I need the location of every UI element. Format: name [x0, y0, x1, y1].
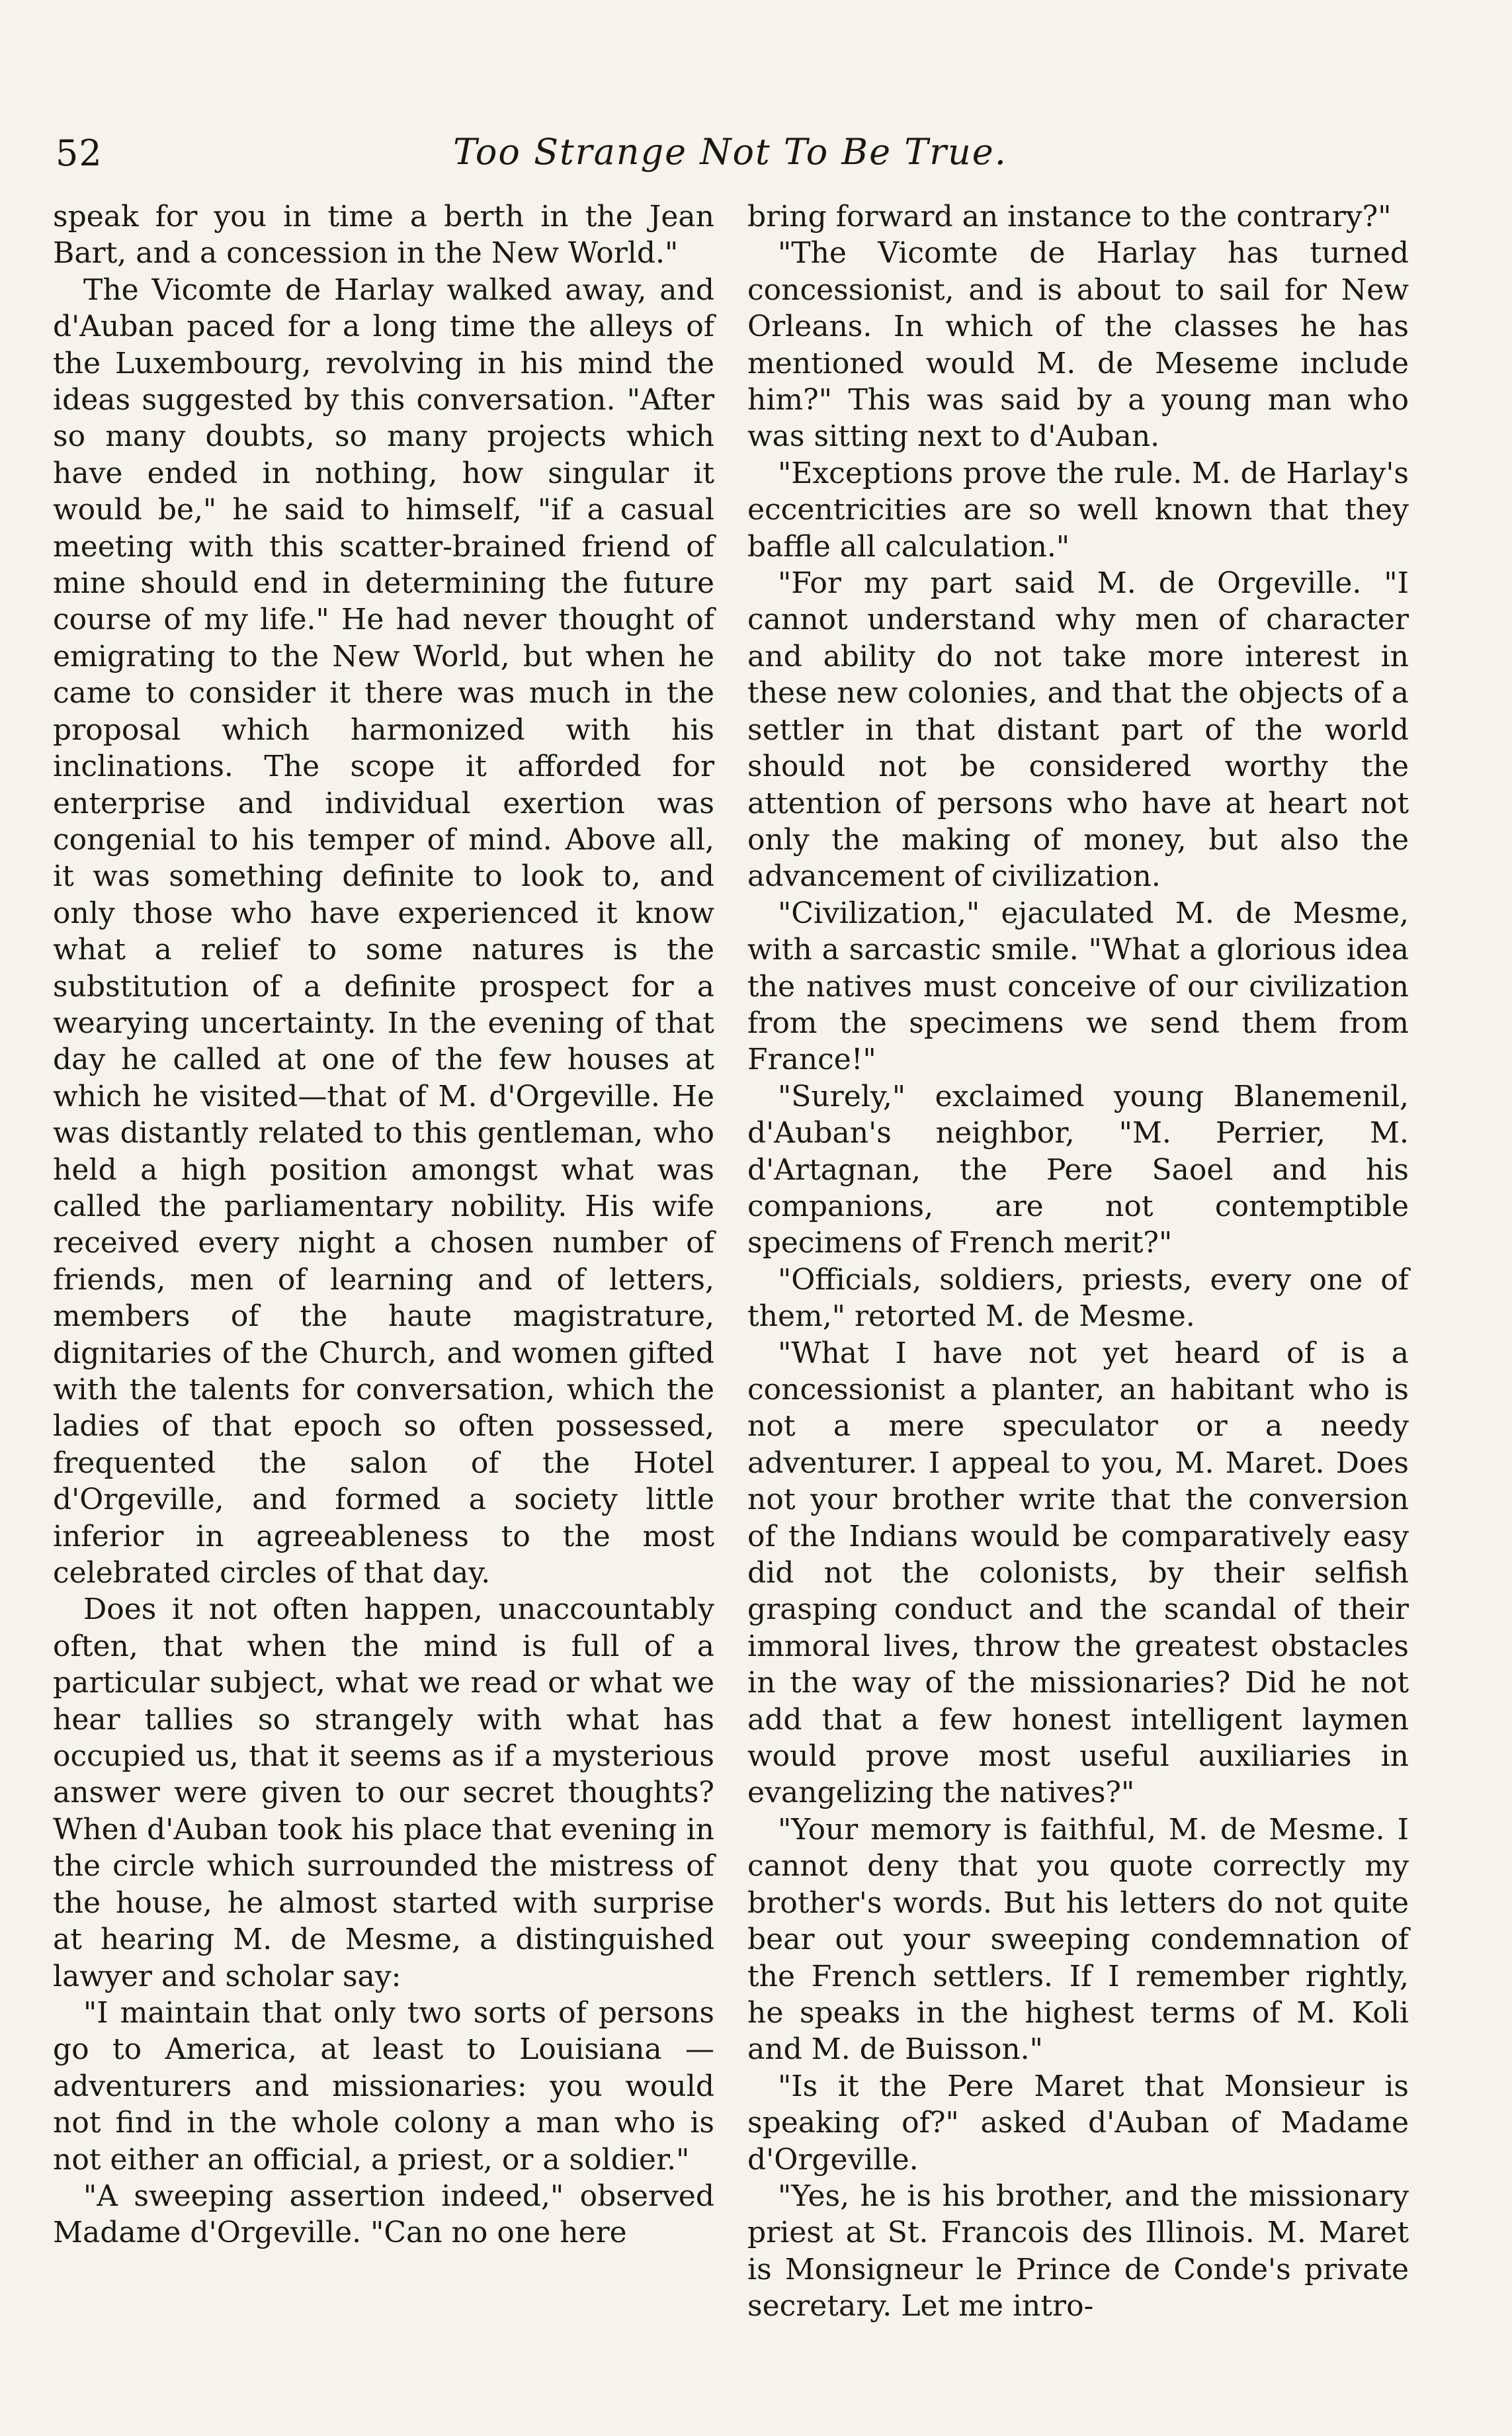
paragraph: "Civilization," ejaculated M. de Mesme, with a sarcastic smile. "What a glorious idea the natives must conceive of our civilization from the specimens we send them from France!"	[747, 896, 1409, 1077]
running-title: Too Strange Not To Be True.	[453, 131, 1007, 173]
paragraph: "Surely," exclaimed young Blanemenil, d'Auban's neighbor, "M. Perrier, M. d'Artagnan, the Pere Saoel and his companions, are not contemptible specimens of French merit?"	[747, 1079, 1409, 1260]
paragraph: "A sweeping assertion indeed," observed Madame d'Orgeville. "Can no one here	[53, 2179, 714, 2250]
paragraph: Does it not often happen, unaccountably often, that when the mind is full of a particular subject, what we read or what we hear tallies so strangely with what has occupied us, that it seems as if a mysterious answer were given to our secret thoughts? When d'Auban took his place that evening in the circle which surrounded the mistress of the house, he almost started with surprise at hearing M. de Mesme, a distinguished lawyer and scholar say:	[53, 1592, 714, 1993]
paragraph: "I maintain that only two sorts of persons go to America, at least to Louisiana —adventurers and missionaries: you would not find in the whole colony a man who is not either an official, a priest, or a soldier."	[53, 1995, 714, 2177]
paragraph: "Officials, soldiers, priests, every one of them," retorted M. de Mesme.	[747, 1262, 1409, 1334]
paragraph: speak for you in time a berth in the Jean Bart, and a concession in the New World."	[53, 200, 714, 271]
paragraph: "Is it the Pere Maret that Monsieur is speaking of?" asked d'Auban of Madame d'Orgeville.	[747, 2069, 1409, 2177]
right-column	[747, 198, 1409, 2325]
paragraph: "What I have not yet heard of is a concessionist a planter, an habitant who is not a mere speculator or a needy adventurer. I appeal to you, M. Maret. Does not your brother write that the conversion of the Indians would be comparatively easy did not the colonists, by their selfish grasping conduct and the scandal of their immoral lives, throw the greatest obstacles in the way of the missionaries? Did he not add that a few honest intelligent laymen would prove most useful auxiliaries in evangelizing the natives?"	[747, 1336, 1409, 1810]
paragraph: "Exceptions prove the rule. M. de Harlay's eccentricities are so well known that they baffle all calculation."	[747, 456, 1409, 564]
paragraph: "The Vicomte de Harlay has turned concessionist, and is about to sail for New Orleans. In which of the classes he has mentioned would M. de Meseme include him?" This was said by a young man who was sitting next to d'Auban.	[747, 236, 1409, 454]
paragraph: bring forward an instance to the contrary?"	[747, 200, 1392, 234]
paragraph: "For my part said M. de Orgeville. "I cannot understand why men of character and ability do not take more interest in these new colonies, and that the objects of a settler in that distant part of the world should not be considered worthy the attention of persons who have at heart not only the making of money, but also the advancement of civilization.	[747, 566, 1409, 894]
paragraph: "Your memory is faithful, M. de Mesme. I cannot deny that you quote correctly my brother's words. But his letters do not quite bear out your sweeping condemnation of the French settlers. If I remember rightly, he speaks in the highest terms of M. Koli and M. de Buisson."	[747, 1812, 1409, 2067]
left-column	[53, 198, 714, 2251]
running-header	[56, 124, 1405, 184]
paragraph: "Yes, he is his brother, and the missionary priest at St. Francois des Illinois. M. Maret is Monsigneur le Prince de Conde's private secretary. Let me intro-	[747, 2179, 1409, 2324]
paragraph: The Vicomte de Harlay walked away, and d'Auban paced for a long time the alleys of the Luxembourg, revolving in his mind the ideas suggested by this conversation. "After so many doubts, so many projects which have ended in nothing, how singular it would be," he said to himself, "if a casual meeting with this scatter-brained friend of mine should end in determining the future course of my life." He had never thought of emigrating to the New World, but when he came to consider it there was much in the proposal which harmonized with his inclinations. The scope it afforded for enterprise and individual exertion was congenial to his temper of mind. Above all, it was something definite to look to, and only those who have experienced it know what a relief to some natures is the substitution of a definite prospect for a wearying uncertainty. In the evening of that day he called at one of the few houses at which he visited—that of M. d'Orgeville. He was distantly related to this gentleman, who held a high position amongst what was called the parliamentary nobility. His wife received every night a chosen number of friends, men of learning and of letters, members of the haute magistrature, dignitaries of the Church, and women gifted with the talents for conversation, which the ladies of that epoch so often possessed, frequented the salon of the Hotel d'Orgeville, and formed a society little inferior in agreeableness to the most celebrated circles of that day.	[53, 273, 714, 1590]
page-number: 52	[56, 132, 103, 174]
